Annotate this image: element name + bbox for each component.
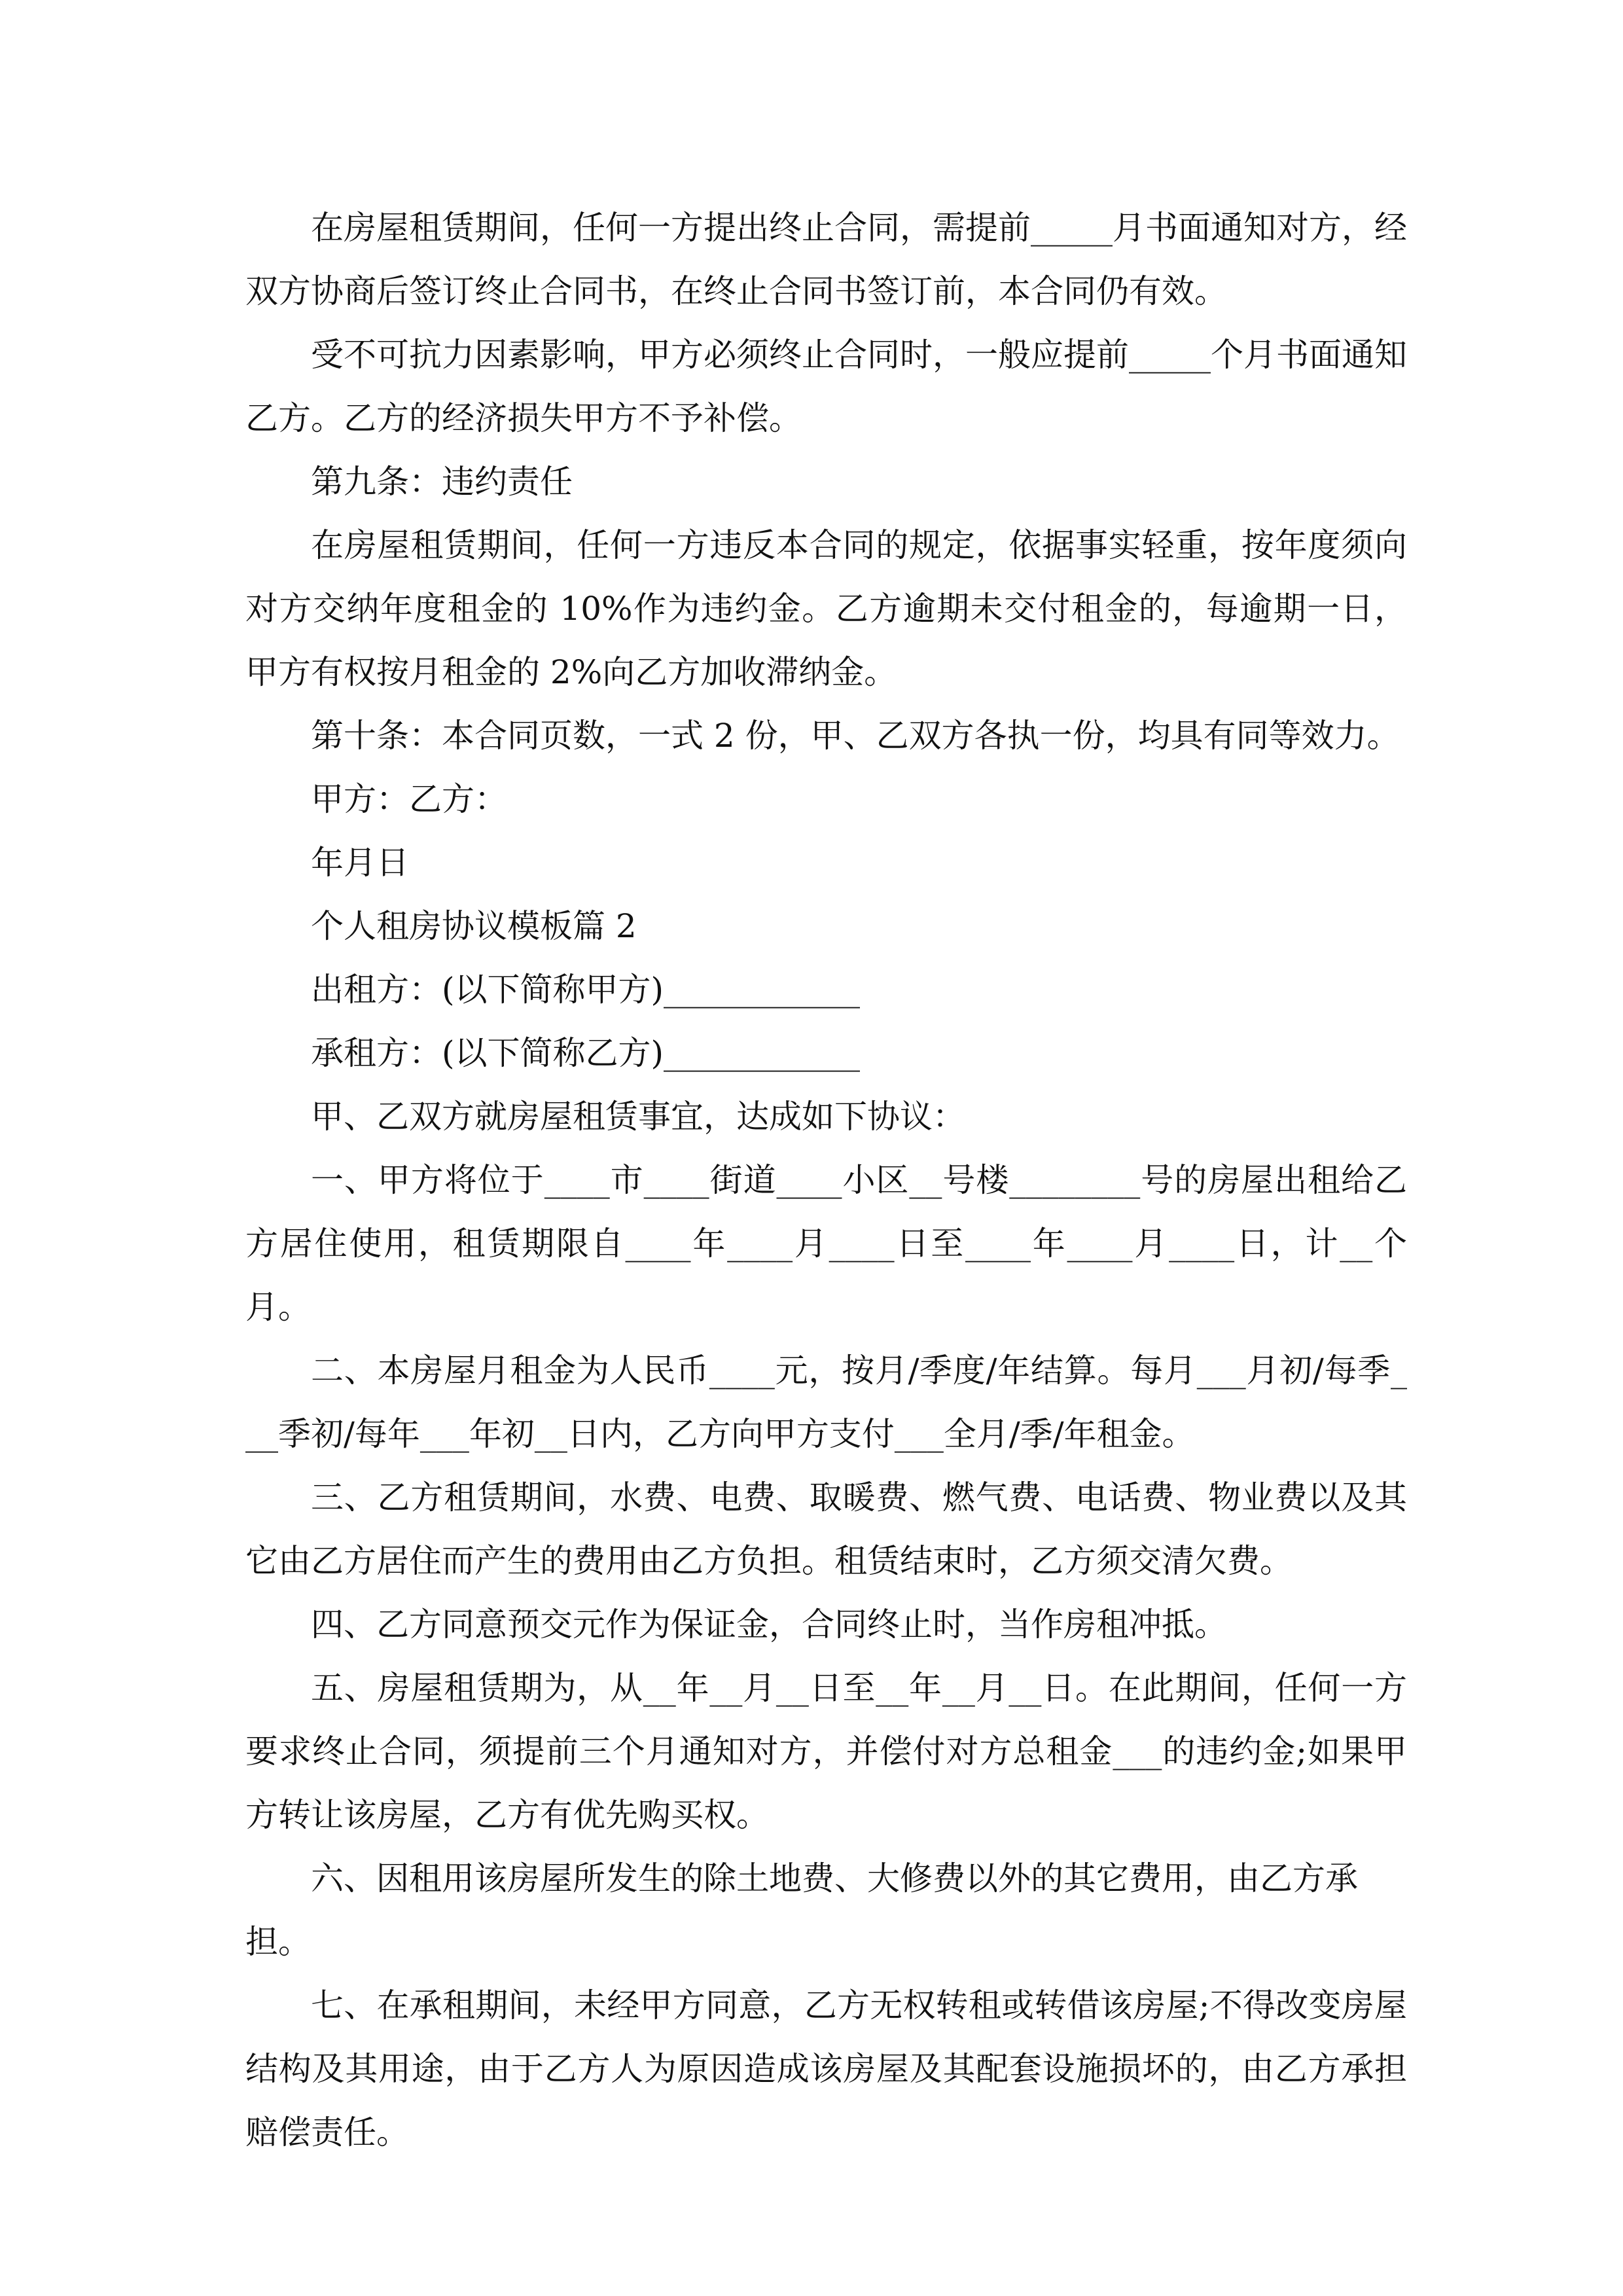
signature-date: 年月日 xyxy=(311,844,409,882)
lessee-line: 承租方：(以下简称乙方)____________ xyxy=(311,1034,861,1072)
paragraph-early-termination-notice: 在房屋租赁期间，任何一方提出终止合同，需提前_____月书面通知对方，经双方协商后签订终止合同书，在终止合同书签订前，本合同仍有效。 xyxy=(245,209,1407,310)
clause-7-subletting: 七、在承租期间，未经甲方同意，乙方无权转租或转借该房屋;不得改变房屋结构及其用途，由于乙方人为原因造成该房屋及其配套设施损坏的，由乙方承担赔偿责任。 xyxy=(245,1986,1407,2151)
lessor-line: 出租方：(以下简称甲方)____________ xyxy=(311,971,861,1009)
clause-3-fees: 三、乙方租赁期间，水费、电费、取暖费、燃气费、电话费、物业费以及其它由乙方居住而产生的费用由乙方负担。租赁结束时，乙方须交清欠费。 xyxy=(245,1479,1407,1580)
document-body xyxy=(245,196,1407,2164)
clause-4-deposit: 四、乙方同意预交元作为保证金，合同终止时，当作房租冲抵。 xyxy=(311,1605,1227,1643)
paragraph-force-majeure: 受不可抗力因素影响，甲方必须终止合同时，一般应提前_____个月书面通知乙方。乙方的经济损失甲方不予补偿。 xyxy=(245,336,1407,437)
clause-5-term: 五、房屋租赁期为，从__年__月__日至__年__月__日。在此期间，任何一方要求终止合同，须提前三个月通知对方，并偿付对方总租金___的违约金;如果甲方转让该房屋，乙方有优先购买权。 xyxy=(245,1669,1407,1834)
agreement-intro: 甲、乙双方就房屋租赁事宜，达成如下协议： xyxy=(311,1098,965,1136)
paragraph-breach-liability: 在房屋租赁期间，任何一方违反本合同的规定，依据事实轻重，按年度须向对方交纳年度租金的 10%作为违约金。乙方逾期未交付租金的，每逾期一日，甲方有权按月租金的 2%向乙方加收滞纳金。 xyxy=(245,526,1407,691)
clause-6-other-fees: 六、因租用该房屋所发生的除土地费、大修费以外的其它费用，由乙方承担。 xyxy=(245,1859,1358,1961)
clause-1-property: 一、甲方将位于____市____街道____小区__号楼________号的房屋出租给乙方居住使用，租赁期限自____年____月____日至____年____月____日，计__个月。 xyxy=(245,1161,1407,1326)
heading-article-10: 第十条：本合同页数，一式 2 份，甲、乙双方各执一份，均具有同等效力。 xyxy=(311,717,1400,755)
signature-parties: 甲方：乙方： xyxy=(311,780,507,818)
clause-2-rent: 二、本房屋月租金为人民币____元，按月/季度/年结算。每月___月初/每季___季初/每年___年初__日内，乙方向甲方支付___全月/季/年租金。 xyxy=(245,1352,1407,1453)
section-title-template-2: 个人租房协议模板篇 2 xyxy=(311,907,637,945)
heading-article-9: 第九条：违约责任 xyxy=(311,463,573,501)
